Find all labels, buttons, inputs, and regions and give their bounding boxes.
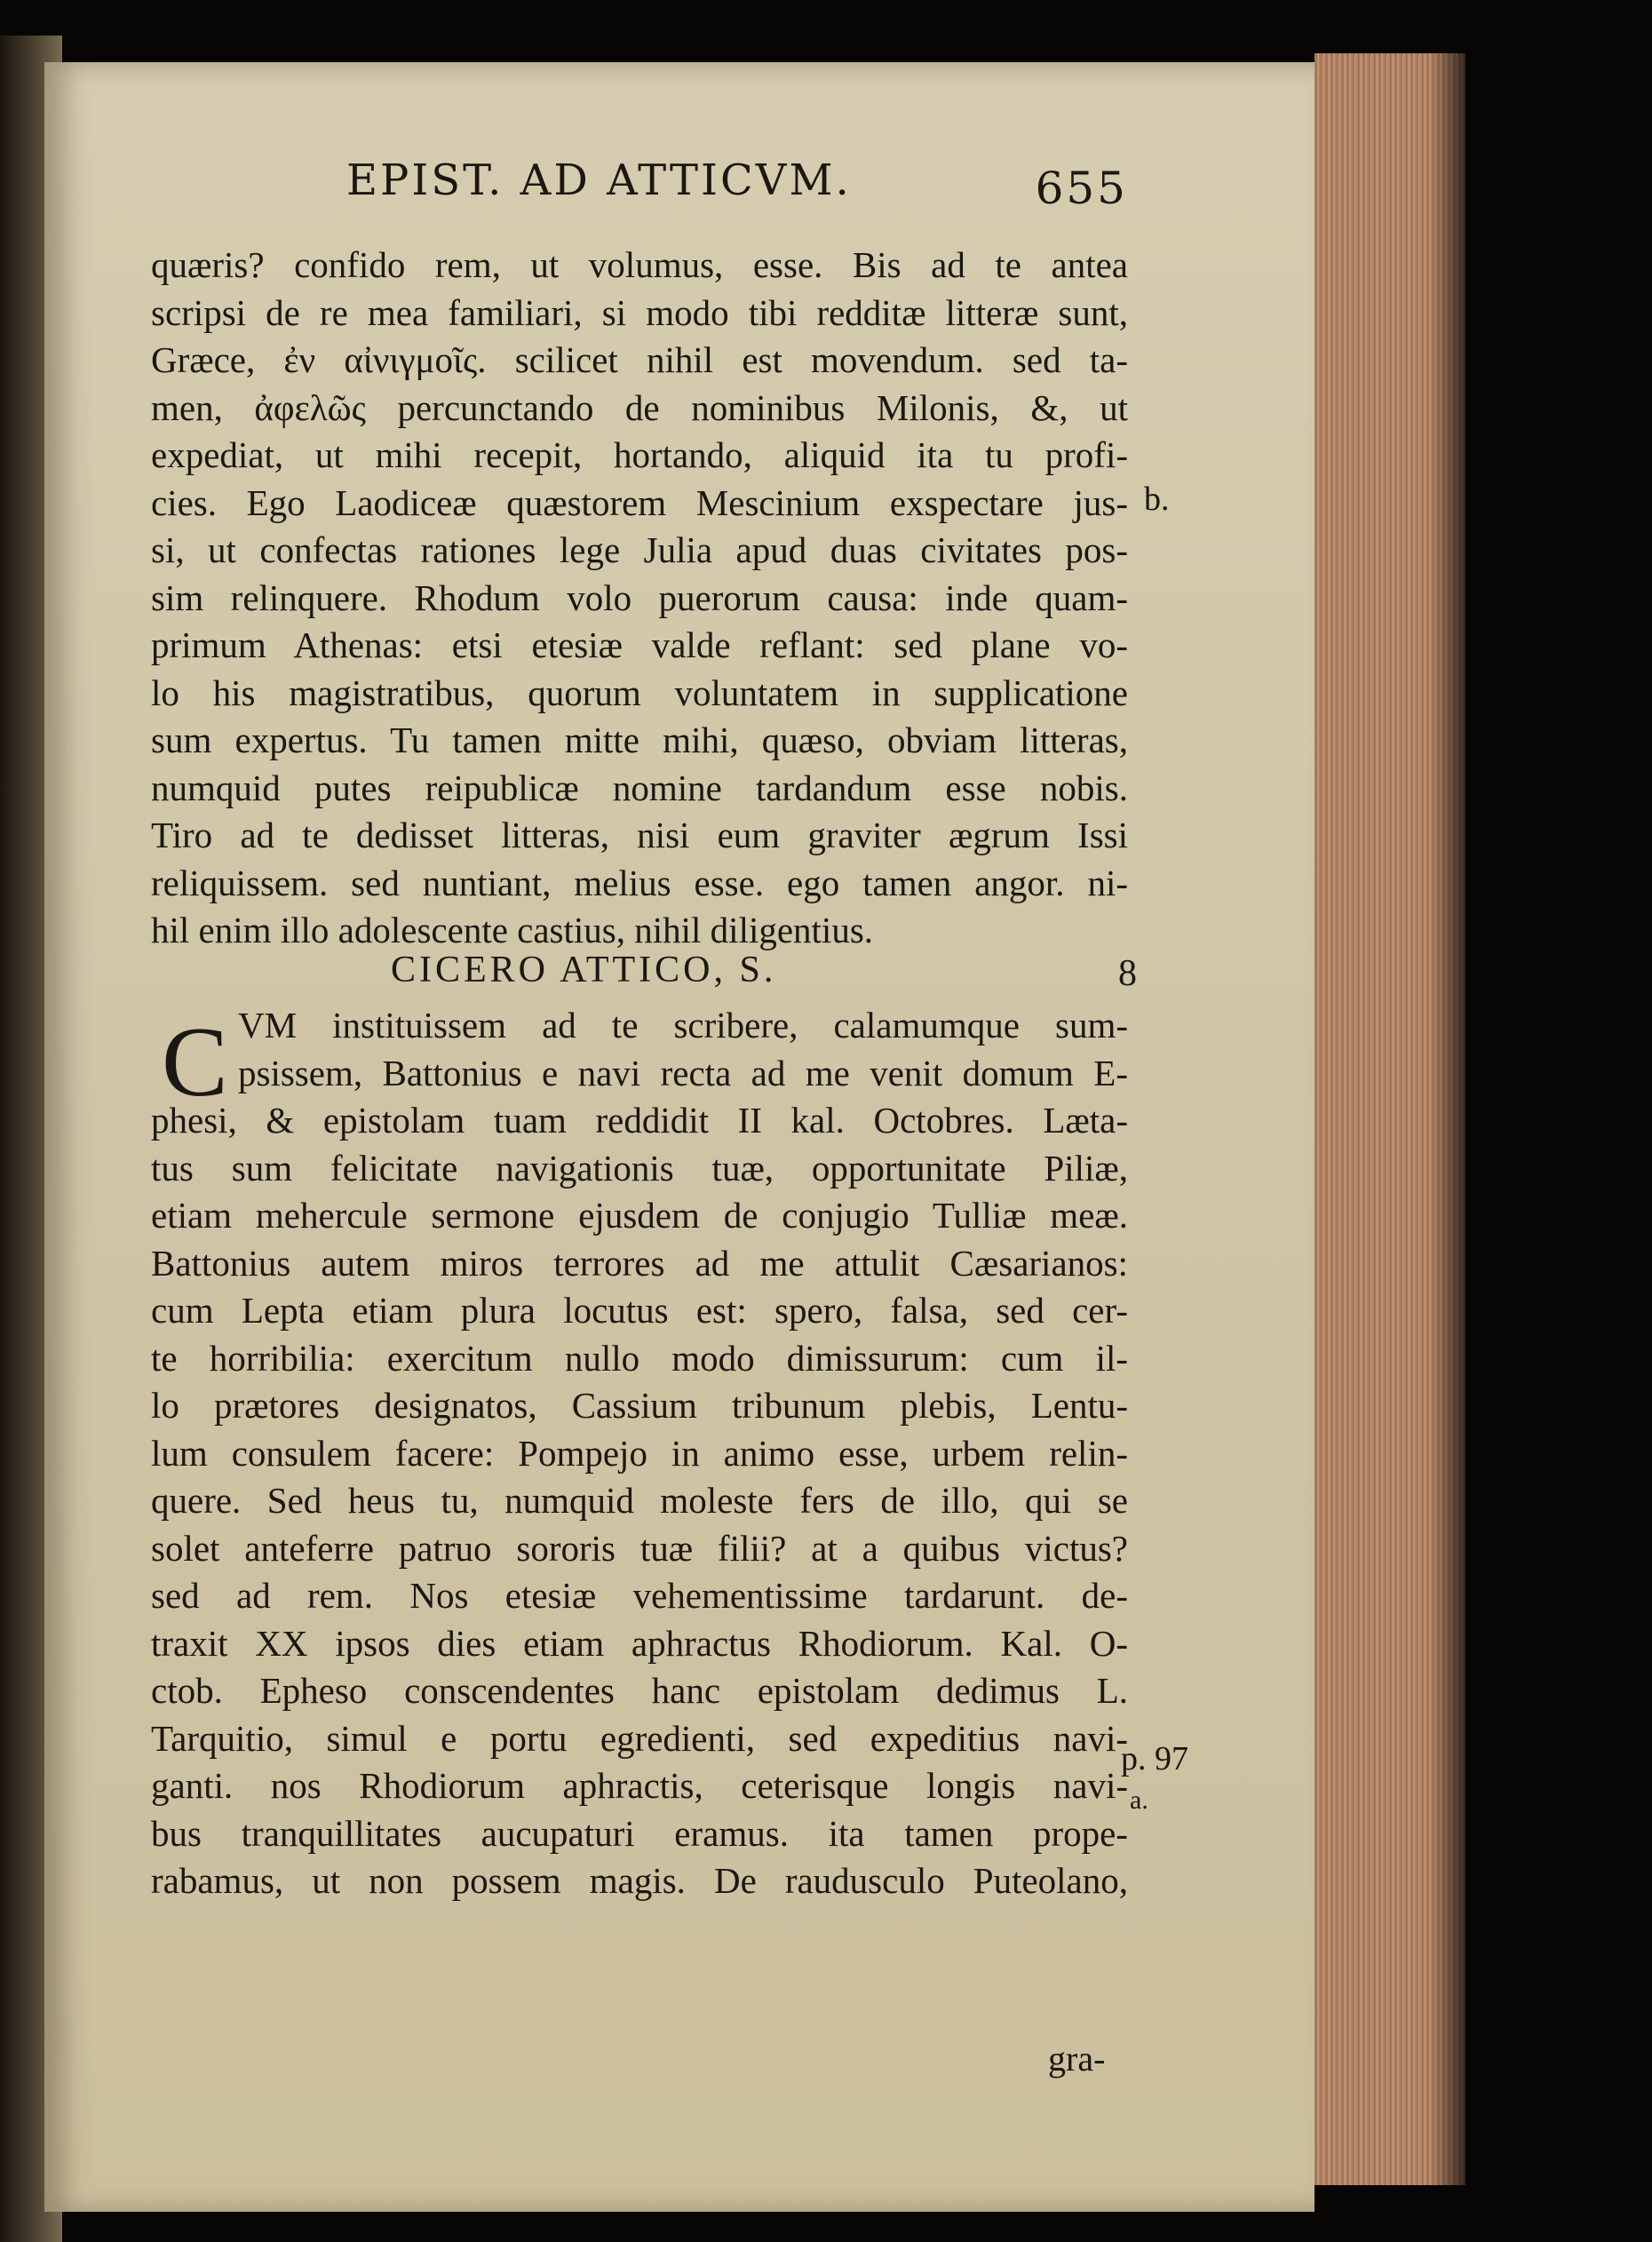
text-line: Græce, ἐν αἰνιγμοῖς. scilicet nihil est movendum. sed ta- <box>151 339 1128 380</box>
margin-note-b: b. <box>1144 481 1170 518</box>
text-line: primum Athenas: etsi etesiæ valde reflant: sed plane vo- <box>151 624 1128 665</box>
text-line: hil enim illo adolescente castius, nihil diligentius. <box>151 910 874 950</box>
text-line: cies. Ego Laodiceæ quæstorem Mescinium exspectare jus- <box>151 481 1128 523</box>
text-line: Tarquitio, simul e portu egredienti, sed expeditius navi- <box>151 1717 1128 1759</box>
text-line: si, ut confectas rationes lege Julia apud duas civitates pos- <box>151 529 1128 570</box>
text-line: lum consulem facere: Pompejo in animo esse, urbem relin- <box>151 1432 1128 1474</box>
page-edges <box>1314 53 1465 2185</box>
text-line: reliquissem. sed nuntiant, melius esse. ego tamen angor. ni- <box>151 862 1128 903</box>
text-line: lo prætores designatos, Cassium tribunum plebis, Lentu- <box>151 1385 1128 1426</box>
text-line: te horribilia: exercitum nullo modo dimissurum: cum il- <box>151 1337 1128 1379</box>
running-header <box>346 147 1128 218</box>
text-line: VM instituissem ad te scribere, calamumque sum- <box>238 1005 1128 1045</box>
text-line: lo his magistratibus, quorum voluntatem in supplicatione <box>151 672 1128 713</box>
text-line: ganti. nos Rhodiorum aphractis, ceterisque longis navi- <box>151 1765 1128 1806</box>
letter-text-continued <box>151 242 1128 955</box>
text-line: tus sum felicitate navigationis tuæ, opportunitate Piliæ, <box>151 1147 1128 1189</box>
margin-note-page: p. 97 <box>1121 1740 1188 1777</box>
page-number: 655 <box>1035 163 1128 214</box>
text-line: quere. Sed heus tu, numquid moleste fers de illo, qui se <box>151 1480 1128 1521</box>
letter-heading <box>391 949 1137 1002</box>
margin-note-a: a. <box>1130 1785 1148 1815</box>
text-line: sim relinquere. Rhodum volo puerorum causa: inde quam- <box>151 576 1128 618</box>
text-line: ctob. Epheso conscendentes hanc epistolam dedimus L. <box>151 1670 1128 1711</box>
text-line: Battonius autem miros terrores ad me attulit Cæsarianos: <box>151 1242 1128 1284</box>
text-line: solet anteferre patruo sororis tuæ filii? at a quibus victus? <box>151 1527 1128 1569</box>
text-line: men, ἀφελῶς percunctando de nominibus Milonis, &, ut <box>151 386 1128 428</box>
text-line: numquid putes reipublicæ nomine tardandum esse nobis. <box>151 767 1128 808</box>
header-title: EPIST. AD ATTICVM. <box>346 155 852 205</box>
letter-number: 8 <box>1118 953 1137 994</box>
text-line: sum expertus. Tu tamen mitte mihi, quæso, obviam litteras, <box>151 720 1128 760</box>
text-line: cum Lepta etiam plura locutus est: spero, falsa, sed cer- <box>151 1290 1128 1331</box>
text-line: scripsi de re mea familiari, si modo tibi redditæ litteræ sunt, <box>151 291 1128 333</box>
text-line: expediat, ut mihi recepit, hortando, aliquid ita tu profi- <box>151 434 1128 475</box>
letter-heading-title: CICERO ATTICO, S. <box>391 950 777 990</box>
catchword: gra- <box>1048 2039 1106 2079</box>
text-line: bus tranquillitates aucupaturi eramus. ita tamen prope- <box>151 1812 1128 1854</box>
text-line: etiam mehercule sermone ejusdem de conjugio Tulliæ meæ. <box>151 1195 1128 1236</box>
text-line: rabamus, ut non possem magis. De raudusculo Puteolano, <box>151 1860 1128 1901</box>
text-line: psissem, Battonius e navi recta ad me venit domum E- <box>238 1052 1128 1093</box>
text-line: phesi, & epistolam tuam reddidit II kal. Octobres. Læta- <box>151 1100 1128 1141</box>
text-line: quæris? confido rem, ut volumus, esse. Bis ad te antea <box>151 244 1128 285</box>
letter-text <box>151 1002 1128 1905</box>
text-line: traxit XX ipsos dies etiam aphractus Rhodiorum. Kal. O- <box>151 1622 1128 1664</box>
text-line: sed ad rem. Nos etesiæ vehementissime tardarunt. de- <box>151 1575 1128 1616</box>
text-line: Tiro ad te dedisset litteras, nisi eum graviter ægrum Issi <box>151 815 1128 855</box>
drop-capital: C <box>162 1007 228 1117</box>
